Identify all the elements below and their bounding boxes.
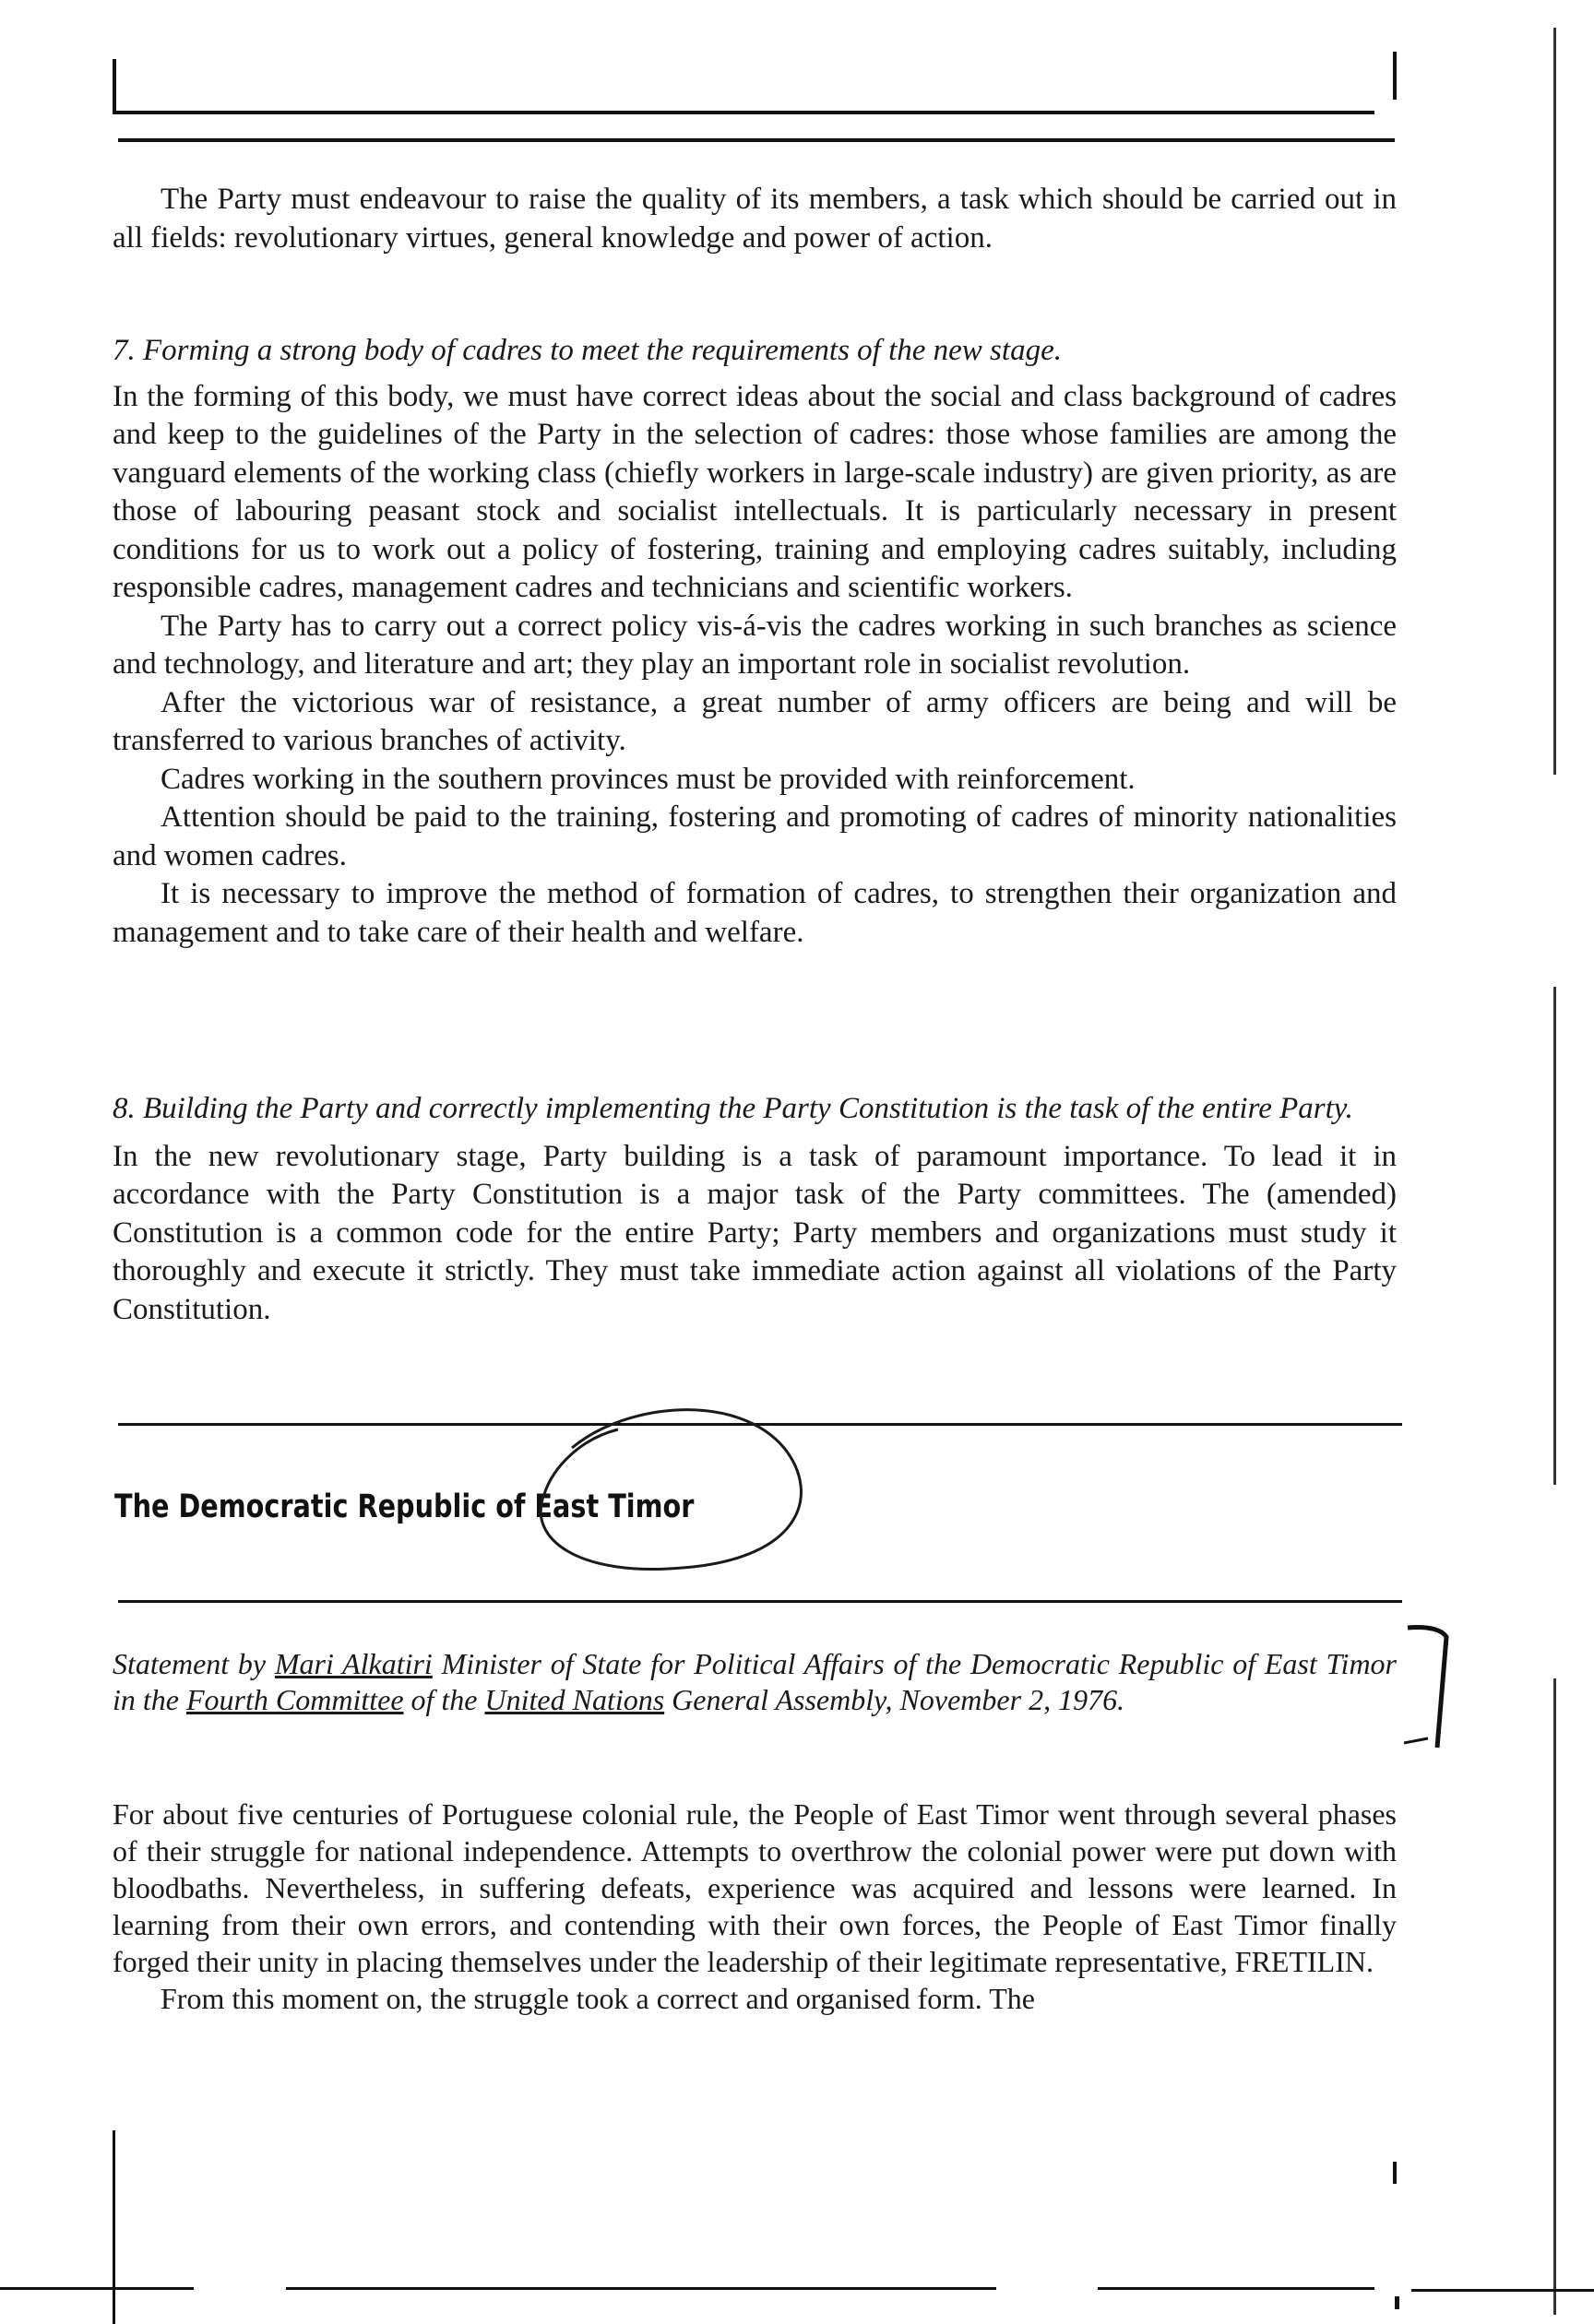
top-frame-right-tick xyxy=(1393,52,1397,100)
statement-speaker: Mari Alkatiri xyxy=(274,1647,433,1680)
top-frame-line xyxy=(113,111,1374,114)
statement-part-4: General Assembly, November 2, 1976. xyxy=(664,1683,1125,1716)
bottom-line-4 xyxy=(1411,2289,1594,2292)
handdrawn-circle-mark xyxy=(498,1383,830,1586)
bottom-right-dot xyxy=(1395,2296,1399,2309)
east-timor-paragraph-2: From this moment on, the struggle took a correct and organised form. The xyxy=(161,1982,1035,2015)
bottom-line-2 xyxy=(286,2287,996,2290)
section-7-paragraph-4: Cadres working in the southern provinces must be provided with reinforcement. xyxy=(161,762,1136,796)
right-margin-line-mid xyxy=(1553,987,1556,1485)
section-8-paragraph: In the new revolutionary stage, Party building is a task of paramount importance. To lead it in accordance with the Party Constitution is a major task of the Party committees. The (amended) Constitution is a common code for the entire Party; Party members and organizations must study it thoroughly and execute it strictly. They must take immediate action against all violations of the Party Constitution. xyxy=(113,1139,1397,1326)
intro-paragraph: The Party must endeavour to raise the quality of its members, a task which should be carried out in all fields: revolutionary virtues, general knowledge and power of action. xyxy=(113,183,1397,255)
top-frame-left-tick xyxy=(113,59,116,114)
top-rule xyxy=(118,138,1395,142)
east-timor-body xyxy=(113,1796,1397,2017)
section-7-paragraph-6: It is necessary to improve the method of formation of cadres, to strengthen their organization and management and to take care of their health and welfare. xyxy=(113,877,1397,949)
right-margin-line-bottom xyxy=(1553,1678,1556,2315)
statement-intro xyxy=(113,1646,1397,1718)
section-7-paragraph-2: The Party has to carry out a correct policy vis-á-vis the cadres working in such branches as science and technology, and literature and art; they play an important role in socialist revolution. xyxy=(113,609,1397,681)
statement-part-1: Statement by xyxy=(113,1647,275,1680)
statement-part-2: Minister of State for Political Affairs of the Democratic Republic of East Timor in the xyxy=(113,1647,1398,1716)
statement-org: United Nations xyxy=(484,1683,665,1716)
handdrawn-bracket-mark xyxy=(1400,1618,1456,1757)
statement-committee: Fourth Committee xyxy=(185,1683,404,1716)
section-7-heading: 7. Forming a strong body of cadres to meet the requirements of the new stage. xyxy=(113,334,1062,367)
section-7-paragraph-3: After the victorious war of resistance, a great number of army officers are being and will be transferred to various branches of activity. xyxy=(113,685,1397,757)
bottom-right-tick xyxy=(1393,2162,1397,2184)
bottom-line-1 xyxy=(0,2287,194,2290)
section-7-paragraph-1: In the forming of this body, we must have correct ideas about the social and class background of cadres and keep to the guidelines of the Party in the selection of cadres: those whose families are among the vanguard elements of the working class (chiefly workers in large-scale industry) are given priority, as are those of labouring peasant stock and socialist intellectuals. It is particularly necessary in present conditions for us to work out a policy of fostering, training and employing cadres suitably, including responsible cadres, management cadres and technicians and scientific workers. xyxy=(113,379,1397,604)
bottom-frame-left-vertical xyxy=(113,2130,115,2324)
title-rule-bottom xyxy=(118,1600,1402,1603)
section-8 xyxy=(113,1090,1397,1329)
east-timor-paragraph-1: For about five centuries of Portuguese colonial rule, the People of East Timor went through several phases of their struggle for national independence. Attempts to overthrow the colonial power were put down with bloodbaths. Nevertheless, in suffering defeats, experience was acquired and lessons were learned. In learning from their own errors, and contending with their own forces, the People of East Timor finally forged their unity in placing themselves under the leadership of their legitimate representative, FRETILIN. xyxy=(113,1797,1397,1978)
intro-block xyxy=(113,181,1397,257)
right-margin-line-top xyxy=(1553,28,1556,775)
section-8-heading: 8. Building the Party and correctly implementing the Party Constitution is the task of the entire Party. xyxy=(113,1092,1353,1125)
section-7-paragraph-5: Attention should be paid to the training, fostering and promoting of cadres of minority nationalities and women cadres. xyxy=(113,800,1397,872)
bottom-line-3 xyxy=(1098,2287,1374,2290)
section-title: The Democratic Republic of East Timor xyxy=(114,1488,695,1525)
statement-part-3: of the xyxy=(403,1683,485,1716)
section-7 xyxy=(113,332,1397,952)
